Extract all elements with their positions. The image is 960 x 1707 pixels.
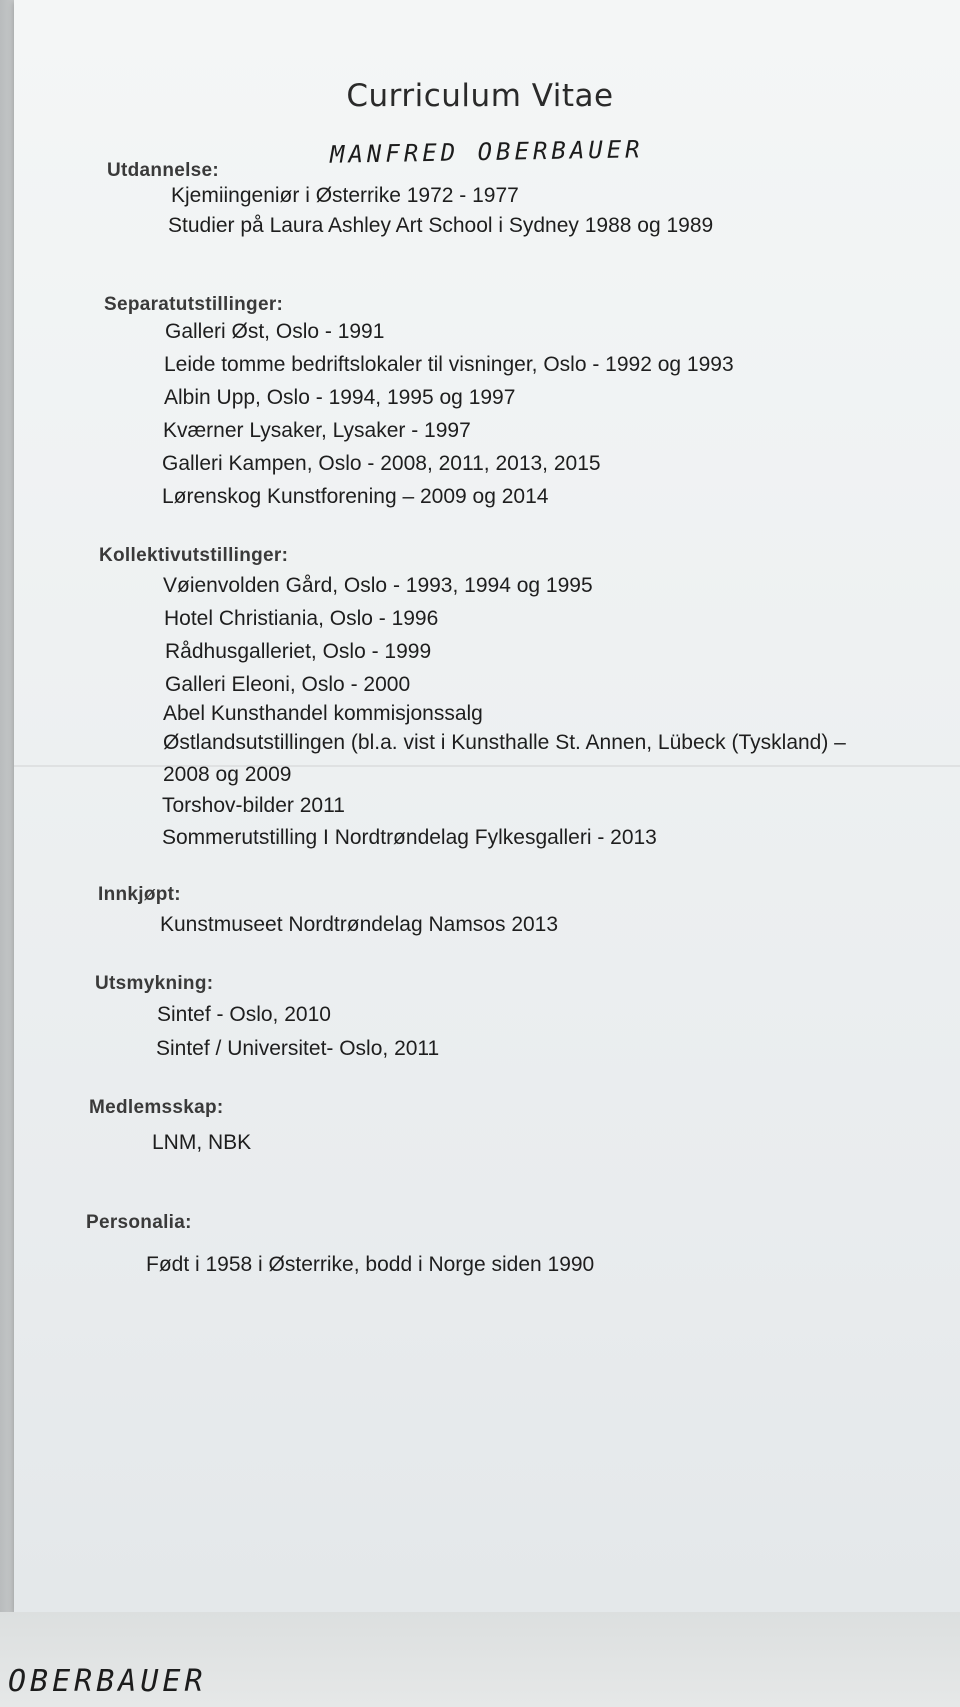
list-item: 2008 og 2009: [163, 763, 292, 786]
list-item: Abel Kunsthandel kommisjonssalg: [163, 702, 483, 725]
list-item: Sintef / Universitet- Oslo, 2011: [156, 1037, 440, 1060]
list-item: Galleri Eleoni, Oslo - 2000: [165, 673, 411, 696]
list-item: LNM, NBK: [152, 1131, 252, 1154]
list-item: Født i 1958 i Østerrike, bodd i Norge siden 1990: [146, 1253, 595, 1276]
list-item: Galleri Kampen, Oslo - 2008, 2011, 2013, 2015: [162, 452, 601, 475]
list-item: Leide tomme bedriftslokaler til visninger, Oslo - 1992 og 1993: [164, 353, 734, 376]
list-item: Sommerutstilling I Nordtrøndelag Fylkesgalleri - 2013: [162, 826, 657, 849]
list-item: Albin Upp, Oslo - 1994, 1995 og 1997: [164, 386, 516, 409]
list-item: Galleri Øst, Oslo - 1991: [165, 320, 385, 343]
list-item: Rådhusgalleriet, Oslo - 1999: [165, 640, 432, 663]
paper-fold-line: [14, 765, 960, 767]
list-item: Vøienvolden Gård, Oslo - 1993, 1994 og 1995: [163, 574, 593, 597]
handwritten-signature: OBERBAUER: [8, 1664, 207, 1699]
list-item: Østlandsutstillingen (bl.a. vist i Kunsthalle St. Annen, Lübeck (Tyskland) –: [163, 731, 846, 754]
section-heading-personalia: Personalia:: [86, 1212, 192, 1233]
section-heading-separatutstillinger: Separatutstillinger:: [104, 294, 284, 315]
paper-sheet: [14, 0, 960, 1612]
list-item: Studier på Laura Ashley Art School i Sydney 1988 og 1989: [168, 214, 714, 237]
document-title: Curriculum Vitae: [346, 78, 614, 114]
list-item: Hotel Christiania, Oslo - 1996: [164, 607, 439, 630]
list-item: Sintef - Oslo, 2010: [157, 1003, 331, 1026]
list-item: Kværner Lysaker, Lysaker - 1997: [163, 419, 471, 442]
handwritten-name: MANFRED OBERBAUER: [329, 135, 644, 169]
section-heading-utsmykning: Utsmykning:: [95, 973, 214, 994]
list-item: Kunstmuseet Nordtrøndelag Namsos 2013: [160, 913, 559, 936]
list-item: Kjemiingeniør i Østerrike 1972 - 1977: [171, 184, 519, 207]
section-heading-kollektivutstillinger: Kollektivutstillinger:: [99, 545, 289, 566]
list-item: Lørenskog Kunstforening – 2009 og 2014: [162, 485, 549, 508]
list-item: Torshov-bilder 2011: [162, 794, 345, 817]
section-heading-innkjopt: Innkjøpt:: [98, 884, 181, 905]
section-heading-utdannelse: Utdannelse:: [107, 160, 220, 181]
section-heading-medlemsskap: Medlemsskap:: [89, 1097, 224, 1118]
